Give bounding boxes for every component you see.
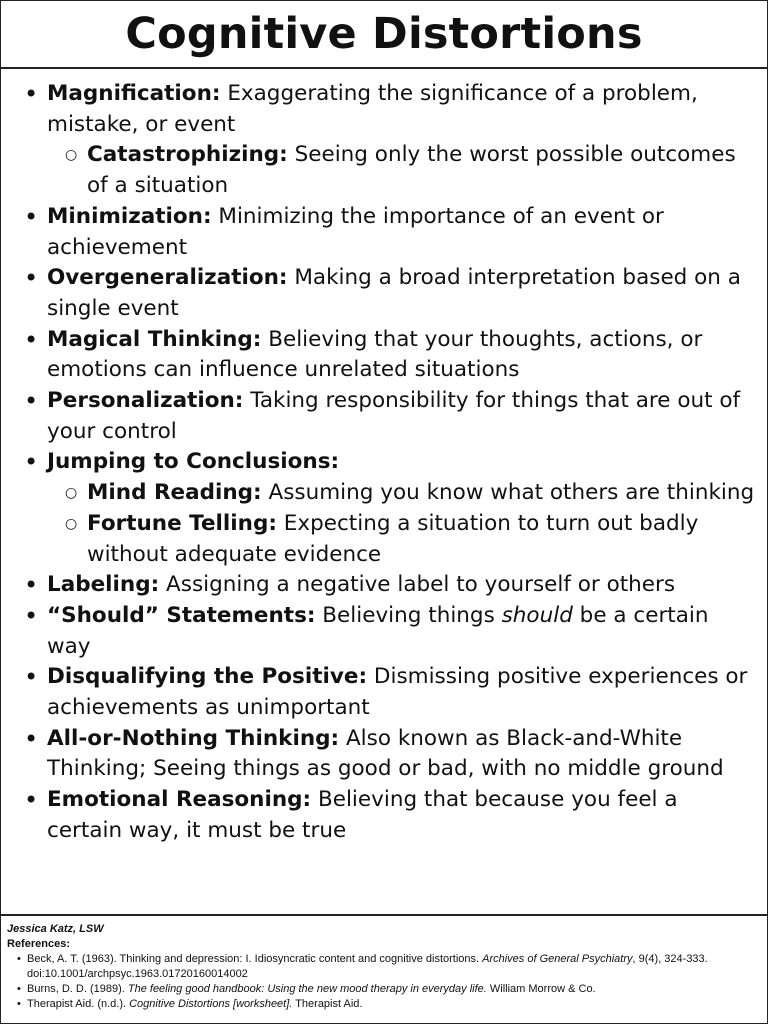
item-definition-post: be a certain way xyxy=(47,602,709,659)
sub-item-definition: Assuming you know what others are thinking xyxy=(261,480,755,506)
author-name: Jessica Katz, LSW xyxy=(7,923,104,935)
reference-details: William Morrow & Co. xyxy=(486,983,596,995)
item-definition: Minimizing the importance of an event or achievement xyxy=(47,203,664,260)
page-title: Cognitive Distortions xyxy=(125,9,643,59)
reference-text: Beck, A. T. (1963). Thinking and depression: I. Idiosyncratic content and cognitive distortions. xyxy=(27,953,483,965)
references-label: References: xyxy=(7,938,70,950)
item-term: Magnification: xyxy=(47,81,221,106)
item-definition: Believing that your thoughts, actions, or emotions can influence unrelated situations xyxy=(47,326,703,383)
sub-item-term: Mind Reading: xyxy=(87,480,262,506)
reference-source: Archives of General Psychiatry xyxy=(482,953,633,965)
title-box xyxy=(1,1,767,69)
item-definition: Making a broad interpretation based on a single event xyxy=(47,265,741,321)
list-item xyxy=(11,325,757,386)
list-item xyxy=(11,570,757,601)
reference-source: The feeling good handbook: Using the new mood therapy in everyday life. xyxy=(127,983,487,995)
item-definition: Also known as Black-and-White Thinking; Seeing things as good or bad, with no middle ground xyxy=(47,725,724,782)
item-term: Magical Thinking: xyxy=(47,326,262,352)
references-list xyxy=(7,952,761,1012)
sub-item-definition: Seeing only the worst possible outcomes of a situation xyxy=(87,142,736,199)
item-definition: Taking responsibility for things that are out of your control xyxy=(47,388,741,444)
list-item xyxy=(11,447,757,570)
reference-item xyxy=(19,997,761,1012)
item-term: Overgeneralization: xyxy=(47,265,288,291)
reference-text: Burns, D. D. (1989). xyxy=(27,983,128,995)
item-definition-emphasis: should xyxy=(501,602,573,628)
sub-list xyxy=(47,140,757,201)
list-item xyxy=(11,601,757,662)
list-item xyxy=(11,724,757,785)
sub-list-item xyxy=(47,140,757,201)
sub-list-item xyxy=(47,478,757,509)
item-term: Emotional Reasoning: xyxy=(47,787,312,813)
reference-details: Therapist Aid. xyxy=(292,998,363,1010)
item-definition: Believing that because you feel a certain way, it must be true xyxy=(47,787,678,843)
reference-details: , 9(4), 324-333. doi:10.1001/archpsyc.1963.01720160014002 xyxy=(27,953,708,980)
distortions-content xyxy=(1,69,767,914)
reference-item xyxy=(19,982,761,997)
reference-source: Cognitive Distortions [worksheet]. xyxy=(129,998,293,1010)
item-definition: Assigning a negative label to yourself or others xyxy=(159,572,676,598)
sub-list-item xyxy=(47,509,757,570)
item-definition-pre: Believing things xyxy=(315,602,502,628)
item-term: Disqualifying the Positive: xyxy=(47,664,368,690)
sub-item-term: Fortune Telling: xyxy=(87,510,277,536)
item-term: “Should” Statements: xyxy=(47,602,316,628)
list-item xyxy=(11,79,757,202)
item-definition: Dismissing positive experiences or achievements as unimportant xyxy=(47,664,748,721)
distortions-list xyxy=(11,69,757,847)
item-term: Jumping to Conclusions: xyxy=(47,449,340,475)
list-item xyxy=(11,662,757,723)
list-item xyxy=(11,202,757,263)
item-term: Labeling: xyxy=(47,572,160,598)
list-item xyxy=(11,386,757,447)
sub-list xyxy=(47,478,757,570)
sub-item-term: Catastrophizing: xyxy=(87,142,288,168)
item-definition: Exaggerating the significance of a problem, mistake, or event xyxy=(47,81,698,137)
reference-text: Therapist Aid. (n.d.). xyxy=(27,998,130,1010)
reference-item xyxy=(19,952,761,982)
footer xyxy=(1,914,767,1022)
list-item xyxy=(11,263,757,324)
list-item xyxy=(11,785,757,846)
item-term: Minimization: xyxy=(47,203,212,229)
item-term: All-or-Nothing Thinking: xyxy=(47,725,340,751)
item-term: Personalization: xyxy=(47,388,244,414)
sub-item-definition: Expecting a situation to turn out badly without adequate evidence xyxy=(87,510,699,567)
